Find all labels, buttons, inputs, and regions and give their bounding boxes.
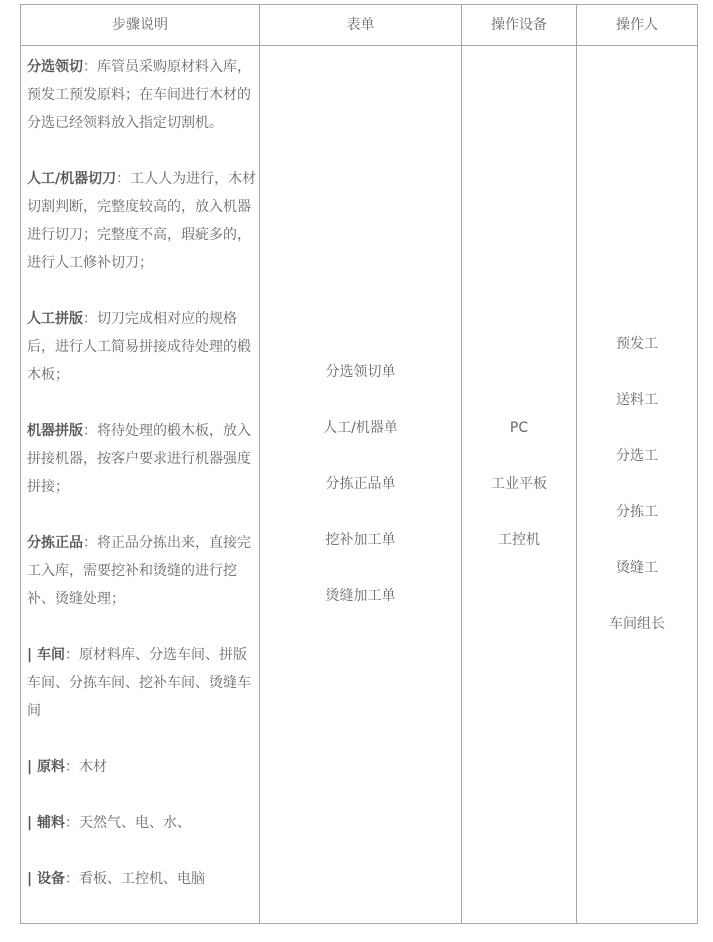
step-title: 分选领切: [27, 59, 83, 75]
step-text: ：将待处理的椴木板，放入拼接机器，按客户要求进行机器强度拼接；: [27, 423, 251, 495]
step-title: 人工/机器切刀: [27, 171, 117, 187]
header-devices: 操作设备: [491, 17, 547, 33]
step-text: ：将正品分拣出来，直接完工入库，需要挖补和烫缝的进行挖补、烫缝处理；: [27, 535, 251, 607]
steps-cell: [27, 53, 257, 893]
step-title: 分拣正品: [27, 535, 83, 551]
forms-cell: [260, 358, 461, 638]
step-item: [27, 165, 257, 277]
info-equipment: [27, 865, 257, 893]
devices-cell: [462, 414, 576, 582]
step-title: 机器拼版: [27, 423, 83, 439]
header-forms: 表单: [346, 17, 375, 33]
step-item: [27, 417, 257, 501]
operator-item: 烫缝工: [616, 560, 658, 576]
operator-item: 分拣工: [616, 504, 658, 520]
operator-item: 预发工: [616, 336, 658, 352]
operator-item: 送料工: [616, 392, 658, 408]
step-text: ：工人人为进行，木材切割判断，完整度较高的，放入机器进行切刀；完整度不高，瑕疵多的，进行人工修补切刀；: [27, 171, 257, 271]
header-divider: [21, 45, 697, 46]
header-steps: 步骤说明: [112, 17, 168, 33]
step-item: [27, 53, 257, 137]
device-item: 工控机: [498, 532, 540, 548]
process-table: [20, 4, 698, 924]
info-text: ：看板、工控机、电脑: [65, 871, 205, 887]
info-title: | 原料: [27, 759, 65, 775]
form-item: 分选领切单: [325, 364, 396, 380]
operator-item: 车间组长: [609, 616, 665, 632]
form-item: 烫缝加工单: [325, 588, 396, 604]
step-title: 人工拼版: [27, 311, 83, 327]
form-item: 分拣正品单: [325, 476, 396, 492]
device-item: PC: [509, 420, 529, 436]
info-text: ：原材料库、分选车间、拼版车间、分拣车间、挖补车间、烫缝车间: [27, 647, 251, 719]
info-workshop: [27, 641, 257, 725]
info-text: ：木材: [65, 759, 107, 775]
operator-item: 分选工: [616, 448, 658, 464]
info-title: | 车间: [27, 647, 65, 663]
info-text: ：天然气、电、水、: [65, 815, 191, 831]
info-auxiliary: [27, 809, 257, 837]
form-item: 挖补加工单: [325, 532, 396, 548]
step-text: ：切刀完成相对应的规格后，进行人工简易拼接成待处理的椴木板；: [27, 311, 251, 383]
info-title: | 辅料: [27, 815, 65, 831]
operators-cell: [577, 330, 697, 666]
step-item: [27, 529, 257, 613]
step-item: [27, 305, 257, 389]
info-title: | 设备: [27, 871, 65, 887]
header-operators: 操作人: [616, 17, 658, 33]
device-item: 工业平板: [491, 476, 547, 492]
info-material: [27, 753, 257, 781]
step-text: ：库管员采购原材料入库，预发工预发原料；在车间进行木材的分选已经领料放入指定切割机。: [27, 59, 251, 131]
form-item: 人工/机器单: [323, 420, 398, 436]
